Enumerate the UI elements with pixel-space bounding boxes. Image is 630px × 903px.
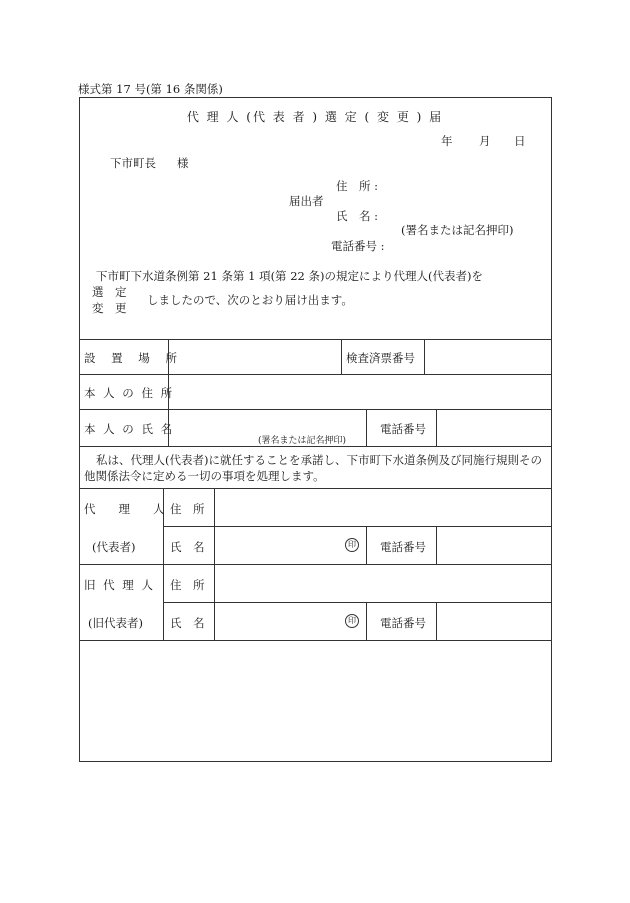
agent-address-field[interactable] [215, 489, 551, 526]
meter-label: 検査済票番号 [346, 351, 415, 365]
former-agent-name-field[interactable] [215, 603, 366, 640]
former-agent-phone-label: 電話番号 [380, 616, 426, 630]
consent-line2: 他関係法令に定める一切の事項を処理します。 [84, 469, 325, 483]
col-phone-left [366, 409, 367, 446]
agent-phone-label: 電話番号 [380, 540, 426, 554]
applicant-phone-label: 電話番号 : [331, 239, 385, 253]
applicant-signature-note: (署名または記名押印) [401, 223, 514, 237]
statement-choice-select[interactable]: 選 定 [92, 285, 127, 299]
date-year: 年 [441, 134, 453, 148]
former-agent-address-label: 住 所 [170, 578, 205, 592]
former-agent-title: 旧 代 理 人 [84, 578, 155, 592]
date-month: 月 [479, 134, 491, 148]
former-agent-subtitle: (旧代表者) [88, 616, 143, 630]
col-agent-phone-left [366, 526, 367, 564]
agent-name-label: 氏 名 [170, 540, 205, 554]
addressee-honorific: 様 [177, 156, 189, 170]
agent-subtitle: (代表者) [92, 540, 136, 554]
agent-address-label: 住 所 [170, 502, 205, 516]
date-day: 日 [514, 134, 526, 148]
former-agent-seal-icon: 印 [345, 614, 359, 628]
former-agent-name-label: 氏 名 [170, 616, 205, 630]
location-label: 設 置 場 所 [84, 351, 183, 365]
applicant-group-label: 届出者 [289, 194, 324, 208]
owner-signature-note: (署名または記名押印) [258, 436, 347, 446]
former-agent-phone-field[interactable] [437, 603, 551, 640]
remarks-area[interactable] [80, 641, 551, 761]
form-title: 代 理 人 (代 表 者 ) 選 定 ( 変 更 ) 届 [186, 110, 444, 124]
form-number: 様式第 17 号(第 16 条関係) [78, 82, 223, 96]
agent-phone-field[interactable] [437, 527, 551, 564]
statement-line2: しましたので、次のとおり届け出ます。 [147, 293, 353, 307]
owner-phone-field[interactable] [437, 410, 551, 446]
meter-field[interactable] [425, 340, 551, 374]
location-field[interactable] [169, 340, 341, 374]
applicant-address-label: 住 所 : [336, 179, 379, 193]
agent-title: 代 理 人 [84, 502, 165, 516]
owner-address-field[interactable] [169, 375, 551, 409]
applicant-name-label: 氏 名 : [336, 209, 379, 223]
agent-name-field[interactable] [215, 527, 366, 564]
statement-line1: 下市町下水道条例第 21 条第 1 項(第 22 条)の規定により代理人(代表者)を [96, 269, 483, 283]
col-former-phone-left [366, 602, 367, 640]
agent-seal-icon: 印 [345, 538, 359, 552]
divider-owner-name [79, 446, 552, 447]
owner-phone-label: 電話番号 [380, 422, 426, 436]
former-agent-address-field[interactable] [215, 565, 551, 602]
col-meter-left [341, 339, 342, 374]
owner-name-label: 本 人 の 氏 名 [84, 422, 175, 436]
statement-choice-change[interactable]: 変 更 [92, 301, 127, 315]
owner-address-label: 本 人 の 住 所 [84, 386, 175, 400]
addressee-name: 下市町長 [110, 156, 156, 170]
consent-line1: 私は、代理人(代表者)に就任することを承諾し、下市町下水道条例及び同施行規則その [96, 453, 542, 467]
